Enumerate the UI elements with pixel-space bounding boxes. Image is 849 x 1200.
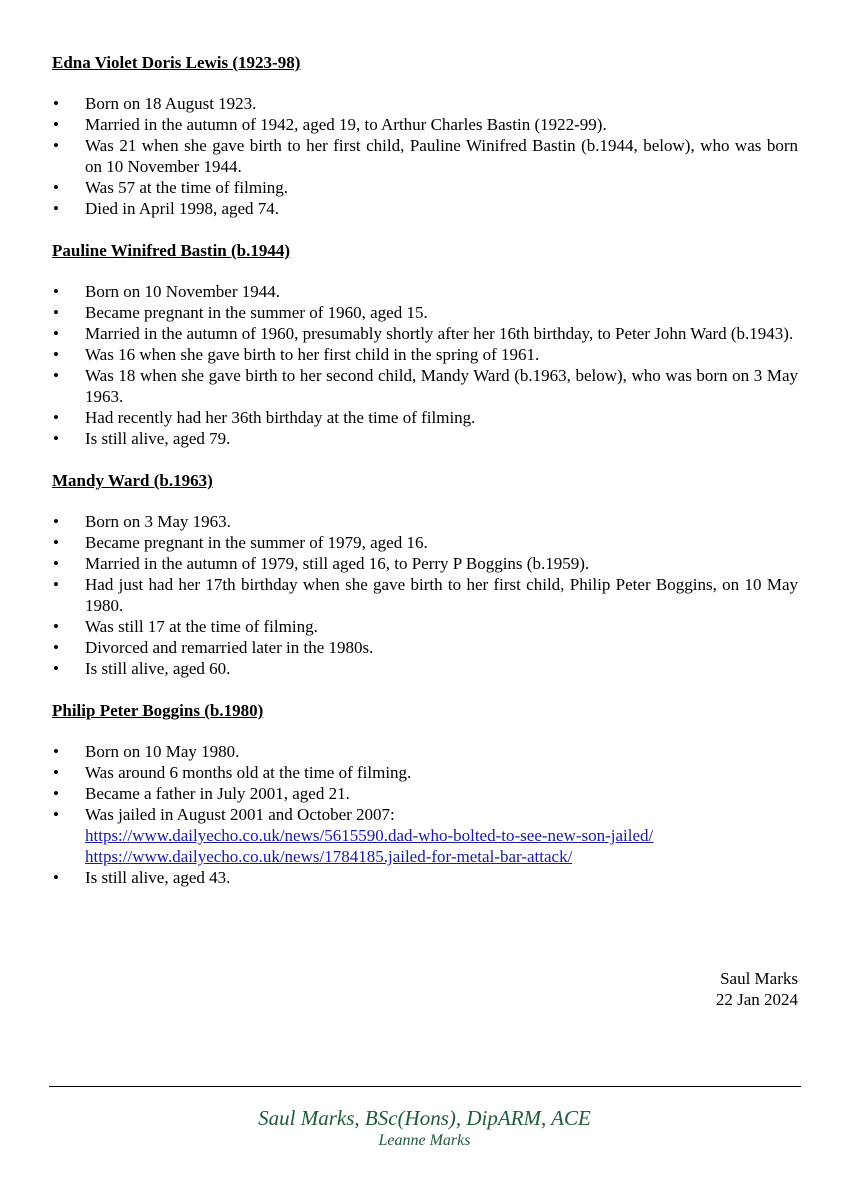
list-item-text: Became pregnant in the summer of 1979, aged 16.	[85, 533, 428, 552]
list-item-text: Had just had her 17th birthday when she gave birth to her first child, Philip Peter Boggins, on 10 May 1980.	[85, 575, 798, 615]
list-item	[52, 574, 798, 616]
fact-list	[52, 93, 798, 219]
bullet-icon: •	[53, 429, 59, 448]
bullet-icon: •	[53, 575, 59, 594]
person-section-philip-boggins	[52, 700, 798, 888]
bullet-icon: •	[53, 94, 59, 113]
document-body	[52, 52, 798, 909]
list-item	[52, 804, 798, 867]
list-item	[52, 365, 798, 407]
bullet-icon: •	[53, 199, 59, 218]
list-item	[52, 344, 798, 365]
list-item-text: Was 18 when she gave birth to her second child, Mandy Ward (b.1963, below), who was born on 3 May 1963.	[85, 366, 798, 406]
list-item	[52, 553, 798, 574]
footer-divider	[49, 1086, 801, 1087]
bullet-icon: •	[53, 178, 59, 197]
bullet-icon: •	[53, 533, 59, 552]
bullet-icon: •	[53, 659, 59, 678]
list-item	[52, 407, 798, 428]
list-item-text: Born on 10 May 1980.	[85, 742, 240, 761]
section-heading: Edna Violet Doris Lewis (1923-98)	[52, 53, 301, 72]
news-link-dad-jailed[interactable]: https://www.dailyecho.co.uk/news/5615590.dad-who-bolted-to-see-new-son-jailed/	[85, 826, 654, 845]
bullet-icon: •	[53, 512, 59, 531]
list-item-text: Born on 18 August 1923.	[85, 94, 257, 113]
bullet-icon: •	[53, 868, 59, 887]
list-item-text: Divorced and remarried later in the 1980s.	[85, 638, 374, 657]
list-item-text: Was 16 when she gave birth to her first child in the spring of 1961.	[85, 345, 540, 364]
bullet-icon: •	[53, 303, 59, 322]
fact-list	[52, 511, 798, 679]
list-item	[52, 783, 798, 804]
bullet-icon: •	[53, 366, 59, 385]
list-item	[52, 281, 798, 302]
section-heading: Philip Peter Boggins (b.1980)	[52, 701, 264, 720]
list-item-text: Born on 3 May 1963.	[85, 512, 231, 531]
bullet-icon: •	[53, 805, 59, 824]
signature-block	[716, 968, 798, 1010]
footer-coauthor: Leanne Marks	[378, 1132, 471, 1149]
list-item	[52, 637, 798, 658]
bullet-icon: •	[53, 763, 59, 782]
bullet-icon: •	[53, 617, 59, 636]
fact-list	[52, 281, 798, 449]
signature-name: Saul Marks	[720, 969, 798, 988]
list-item	[52, 741, 798, 762]
list-item-text: Born on 10 November 1944.	[85, 282, 281, 301]
footer-author-credentials: Saul Marks, BSc(Hons), DipARM, ACE	[258, 1106, 591, 1130]
list-item	[52, 323, 798, 344]
bullet-icon: •	[53, 136, 59, 155]
section-heading: Mandy Ward (b.1963)	[52, 471, 213, 490]
list-item-text: Is still alive, aged 60.	[85, 659, 231, 678]
list-item	[52, 135, 798, 177]
list-item	[52, 93, 798, 114]
bullet-icon: •	[53, 638, 59, 657]
list-item-text: Was still 17 at the time of filming.	[85, 617, 318, 636]
fact-list	[52, 741, 798, 888]
list-item	[52, 177, 798, 198]
list-item-text: Was jailed in August 2001 and October 2007:	[85, 805, 395, 824]
news-link-metal-bar-attack[interactable]: https://www.dailyecho.co.uk/news/1784185.jailed-for-metal-bar-attack/	[85, 847, 573, 866]
bullet-icon: •	[53, 282, 59, 301]
bullet-icon: •	[53, 784, 59, 803]
bullet-icon: •	[53, 324, 59, 343]
bullet-icon: •	[53, 115, 59, 134]
bullet-icon: •	[53, 408, 59, 427]
list-item-text: Was around 6 months old at the time of filming.	[85, 763, 412, 782]
bullet-icon: •	[53, 345, 59, 364]
list-item-text: Married in the autumn of 1942, aged 19, to Arthur Charles Bastin (1922-99).	[85, 115, 607, 134]
signature-date: 22 Jan 2024	[715, 990, 798, 1009]
list-item	[52, 511, 798, 532]
bullet-icon: •	[53, 742, 59, 761]
section-heading: Pauline Winifred Bastin (b.1944)	[52, 241, 291, 260]
list-item-text: Became pregnant in the summer of 1960, aged 15.	[85, 303, 428, 322]
list-item	[52, 198, 798, 219]
list-item-text: Was 57 at the time of filming.	[85, 178, 289, 197]
list-item-text: Is still alive, aged 43.	[85, 868, 231, 887]
list-item	[52, 302, 798, 323]
person-section-edna-lewis	[52, 52, 798, 219]
list-item-text: Had recently had her 36th birthday at the time of filming.	[85, 408, 476, 427]
list-item	[52, 114, 798, 135]
list-item	[52, 867, 798, 888]
list-item	[52, 616, 798, 637]
person-section-mandy-ward	[52, 470, 798, 679]
list-item-text: Married in the autumn of 1979, still aged 16, to Perry P Boggins (b.1959).	[85, 554, 590, 573]
list-item-text: Was 21 when she gave birth to her first child, Pauline Winifred Bastin (b.1944, below), who was born on 10 November 1944.	[85, 136, 798, 176]
bullet-icon: •	[53, 554, 59, 573]
list-item-text: Is still alive, aged 79.	[85, 429, 231, 448]
list-item	[52, 658, 798, 679]
list-item	[52, 532, 798, 553]
list-item-text: Became a father in July 2001, aged 21.	[85, 784, 350, 803]
list-item	[52, 762, 798, 783]
list-item-text: Married in the autumn of 1960, presumably shortly after her 16th birthday, to Peter John Ward (b.1943).	[85, 324, 794, 343]
list-item-text: Died in April 1998, aged 74.	[85, 199, 280, 218]
list-item	[52, 428, 798, 449]
person-section-pauline-bastin	[52, 240, 798, 449]
